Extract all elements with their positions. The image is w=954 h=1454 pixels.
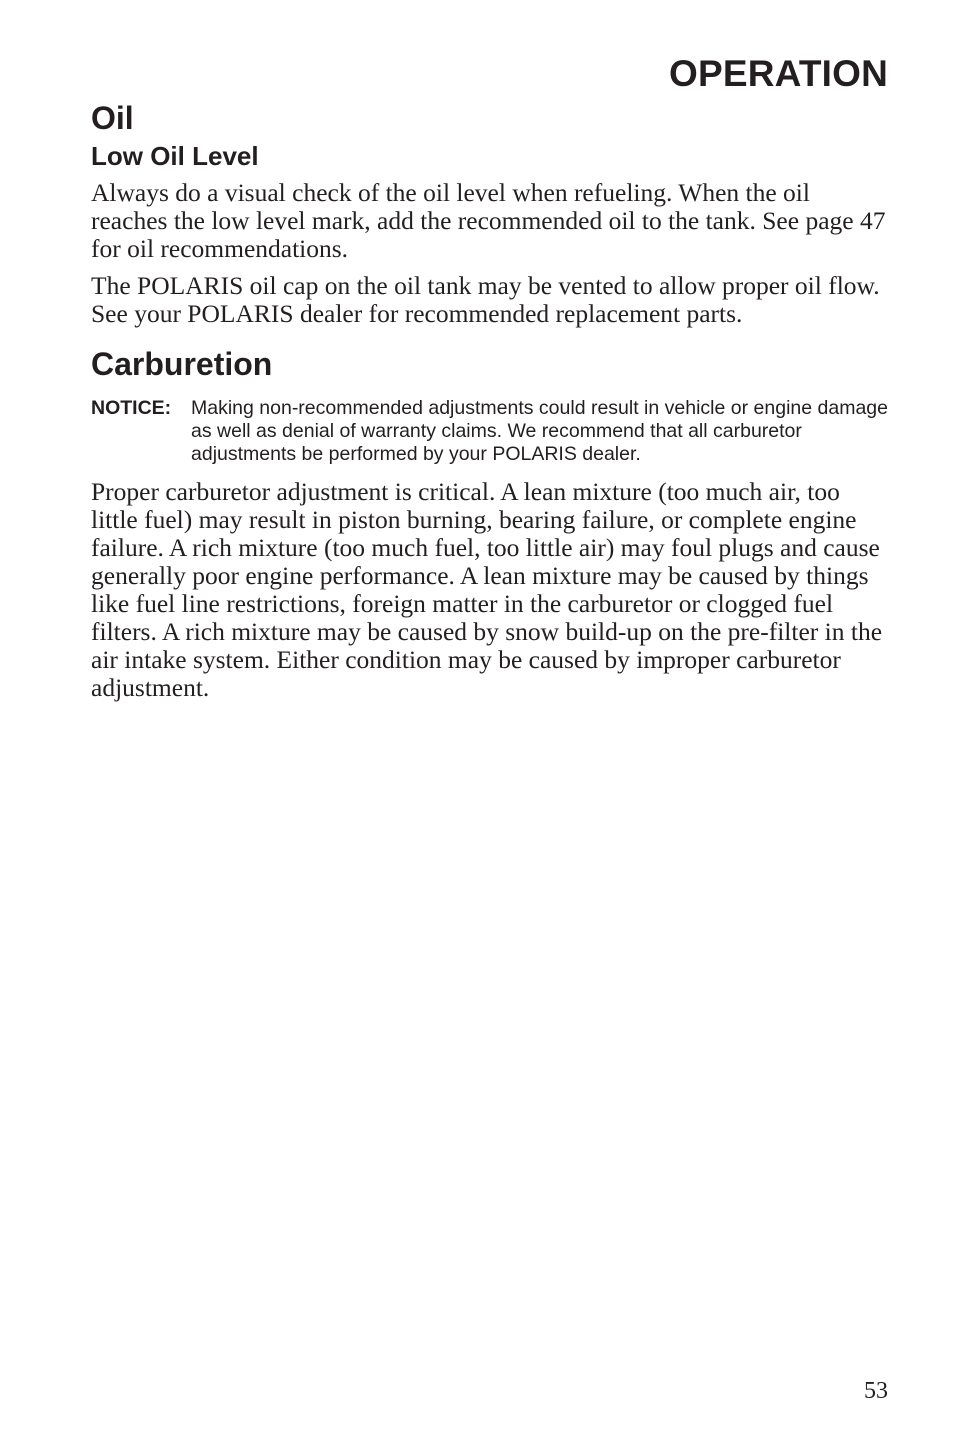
carburetion-paragraph: Proper carburetor adjustment is critical. A lean mixture (too much air, too little fuel) may result in piston burning, bearing failure, or complete engine failure. A rich mixture (too much fuel, too little air) may foul plugs and cause generally poor engine performance. A lean mixture may be caused by things like fuel line restrictions, foreign matter in the carburetor or clogged fuel filters. A rich mixture may be caused by snow build-up on the pre-filter in the air intake system. Either condition may be caused by improper carburetor adjustment. (91, 477, 883, 702)
oil-paragraph-refueling: Always do a visual check of the oil level when refueling. When the oil reaches the low level mark, add the recommended oil to the tank. See page 47 for oil recommendations. (91, 178, 886, 263)
notice-text: Making non-recommended adjustments could result in vehicle or engine damage as well as denial of warranty claims. We recommend that all carburetor adjustments be performed by your POLARIS dealer. (191, 397, 888, 465)
carburetion-heading: Carburetion (91, 346, 273, 382)
page-content (91, 98, 891, 711)
notice-block (91, 397, 891, 466)
page-number: 53 (864, 1378, 888, 1404)
oil-heading: Oil (91, 100, 134, 136)
section-header: OPERATION (668, 53, 888, 94)
notice-label: NOTICE: (91, 397, 172, 419)
oil-paragraph-oil-cap: The POLARIS oil cap on the oil tank may be vented to allow proper oil flow. See your POLARIS dealer for recommended replacement parts. (91, 271, 880, 328)
low-oil-level-subheading: Low Oil Level (91, 141, 259, 171)
